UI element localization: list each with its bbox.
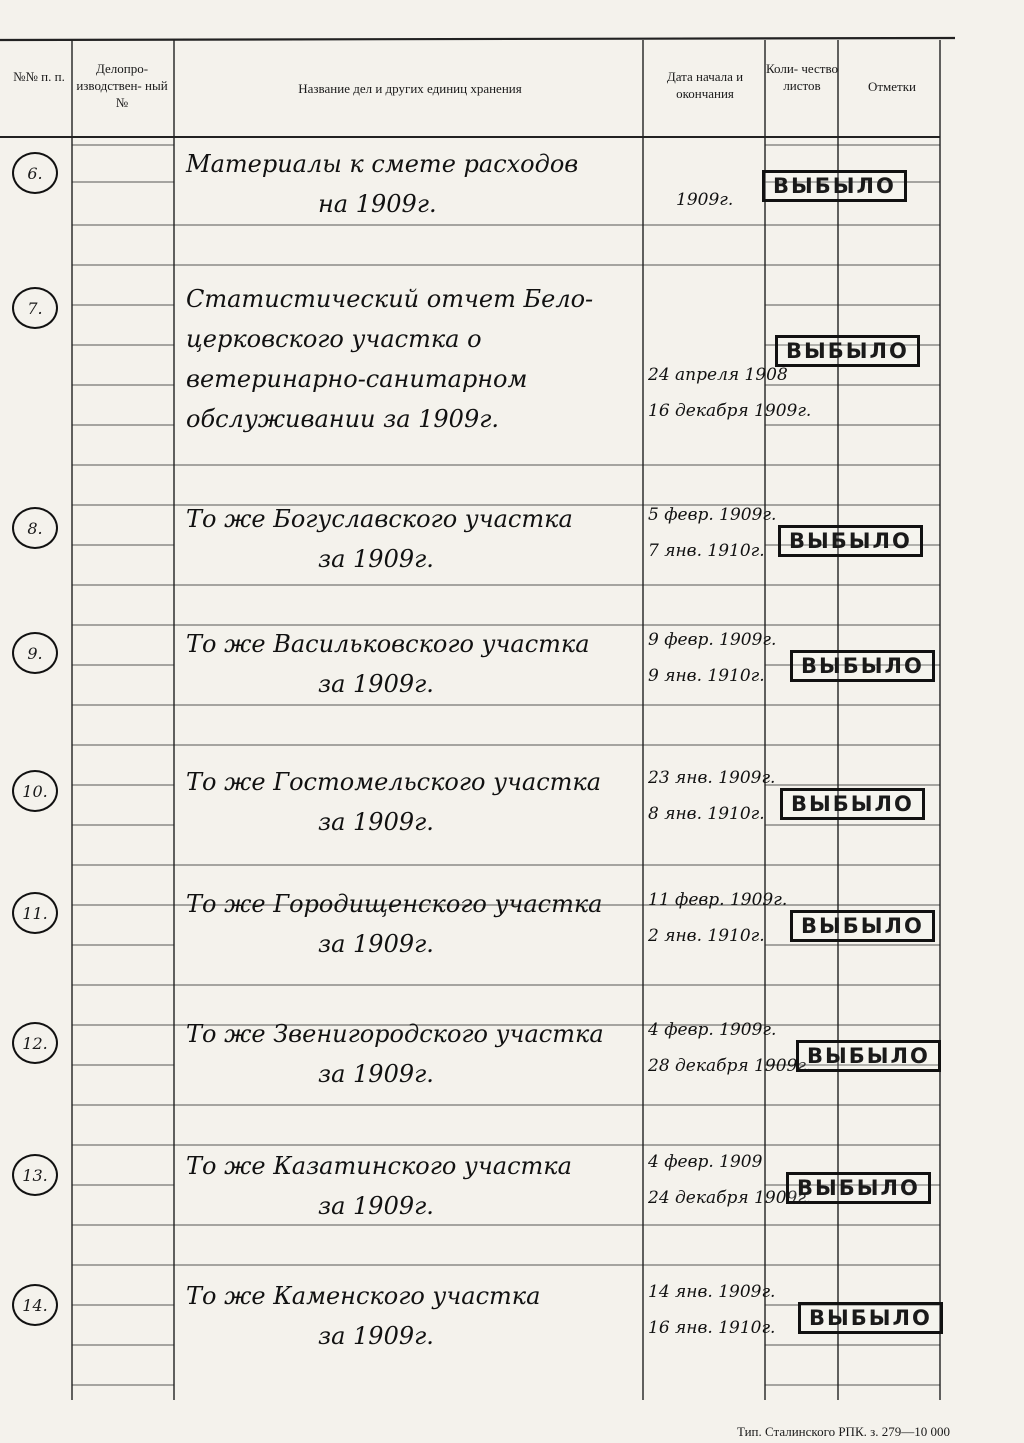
date-start: 11 февр. 1909г. [648,890,788,910]
date-end: 24 декабря 1909г. [648,1188,812,1208]
item-title-line: То же Казатинского участка [186,1152,572,1180]
withdrawn-stamp: ВЫБЫЛО [790,650,935,682]
item-title-line: на 1909г. [318,190,437,218]
item-title-line: за 1909г. [318,930,434,958]
item-title-line: То же Каменского участка [186,1282,541,1310]
item-title-line: То же Богуславского участка [186,505,573,533]
withdrawn-stamp: ВЫБЫЛО [798,1302,943,1334]
date-end: 16 янв. 1910г. [648,1318,776,1338]
date-start: 23 янв. 1909г. [648,768,776,788]
header-office-number: Делопро- изводствен- ный № [76,61,168,110]
grid-line [0,38,955,40]
item-title-line: за 1909г. [318,545,434,573]
item-title-line: ветеринарно-санитарном [186,365,528,393]
row-number: 12. [12,1022,58,1064]
date-range: 1909г. [676,190,734,210]
item-title-line: церковского участка о [186,325,482,353]
row-number: 6. [12,152,58,194]
item-title-line: То же Гостомельского участка [186,768,602,796]
date-end: 8 янв. 1910г. [648,804,765,824]
header-dates: Дата начала и окончания [666,69,744,101]
item-title-line: за 1909г. [318,1192,434,1220]
row-number: 8. [12,507,58,549]
date-end: 7 янв. 1910г. [648,541,765,561]
withdrawn-stamp: ВЫБЫЛО [778,525,923,557]
row-number: 7. [12,287,58,329]
item-title-line: обслуживании за 1909г. [186,405,499,433]
date-start: 5 февр. 1909г. [648,505,777,525]
date-end: 16 декабря 1909г. [648,401,812,421]
item-title-line: за 1909г. [318,808,434,836]
item-title-line: Материалы к смете расходов [186,150,579,178]
withdrawn-stamp: ВЫБЫЛО [775,335,920,367]
date-start: 24 апреля 1908 [648,365,788,385]
date-start: 9 февр. 1909г. [648,630,777,650]
row-number: 11. [12,892,58,934]
row-number: 13. [12,1154,58,1196]
header-num: №№ п. п. [13,69,65,84]
item-title-line: за 1909г. [318,1060,434,1088]
header-title: Название дел и других единиц хранения [298,81,522,96]
item-title-line: за 1909г. [318,670,434,698]
date-start: 4 февр. 1909 [648,1152,763,1172]
row-number: 9. [12,632,58,674]
header-notes: Отметки [867,79,917,94]
withdrawn-stamp: ВЫБЫЛО [790,910,935,942]
withdrawn-stamp: ВЫБЫЛО [762,170,907,202]
row-number: 10. [12,770,58,812]
date-start: 4 февр. 1909г. [648,1020,777,1040]
item-title-line: То же Городищенского участка [186,890,603,918]
withdrawn-stamp: ВЫБЫЛО [780,788,925,820]
header-sheets: Коли- чество листов [766,61,839,93]
item-title-line: за 1909г. [318,1322,434,1350]
withdrawn-stamp: ВЫБЫЛО [786,1172,931,1204]
date-end: 2 янв. 1910г. [648,926,765,946]
date-end: 9 янв. 1910г. [648,666,765,686]
date-start: 14 янв. 1909г. [648,1282,776,1302]
item-title-line: То же Звенигородского участка [186,1020,604,1048]
item-title-line: То же Васильковского участка [186,630,590,658]
date-end: 28 декабря 1909г. [648,1056,812,1076]
item-title-line: Статистический отчет Бело- [186,285,594,313]
withdrawn-stamp: ВЫБЫЛО [796,1040,941,1072]
row-number: 14. [12,1284,58,1326]
print-imprint: Тип. Сталинского РПК. з. 279—10 000 [736,1424,950,1439]
